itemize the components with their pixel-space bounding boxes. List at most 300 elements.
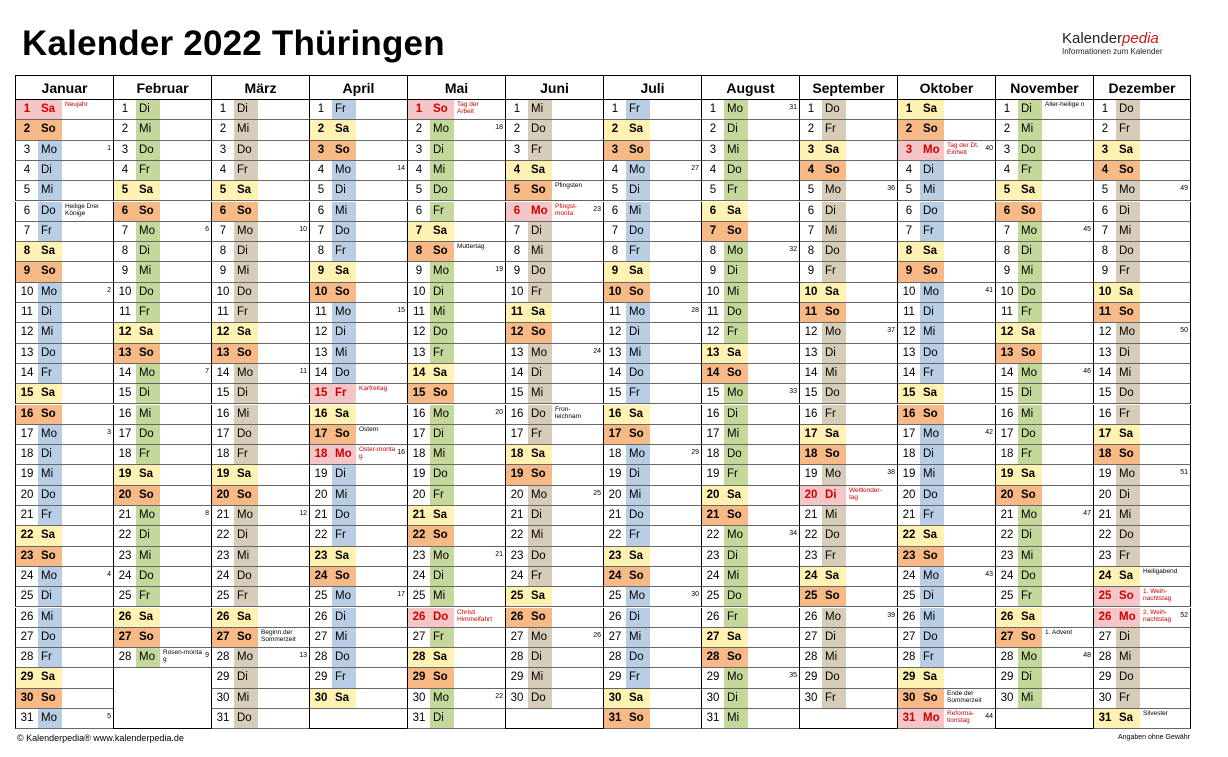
day-number: 21	[510, 509, 524, 521]
day-row	[113, 262, 211, 282]
day-row	[505, 283, 603, 303]
day-number: 19	[902, 468, 916, 481]
weekday-label: Do	[626, 222, 650, 241]
day-number: 6	[611, 204, 619, 217]
weekday-label: Mo	[430, 689, 454, 708]
day-row	[407, 344, 505, 364]
day-row	[1093, 141, 1191, 161]
weekday-label: Mi	[528, 100, 552, 119]
weekday-label: Mi	[332, 202, 356, 221]
weekday-label: Mo	[1116, 181, 1140, 200]
day-number: 23	[804, 549, 818, 562]
day-row	[799, 425, 897, 445]
day-number: 10	[412, 285, 426, 298]
weekday-label: So	[1018, 486, 1042, 505]
weekday-label: Do	[822, 668, 846, 687]
weekday-label: So	[1018, 628, 1042, 647]
weekday-label: Fr	[626, 100, 650, 119]
weekday-label: So	[430, 384, 454, 403]
day-number: 22	[804, 529, 818, 542]
day-number: 8	[709, 245, 717, 258]
day-number: 14	[408, 364, 430, 383]
weekday-label: Fr	[920, 506, 944, 525]
day-row	[701, 120, 799, 140]
weekday-label: Sa	[822, 425, 846, 444]
week-number: 37	[887, 327, 895, 335]
day-number: 18	[1000, 448, 1014, 461]
day-row	[505, 587, 603, 607]
day-number: 9	[709, 265, 717, 278]
weekday-label: Mo	[332, 445, 356, 464]
day-row	[15, 709, 113, 729]
weekday-label: Fr	[136, 161, 160, 180]
weekday-label: Sa	[234, 465, 258, 484]
day-number: 12	[996, 323, 1018, 342]
month-column	[15, 75, 113, 730]
weekday-label: Sa	[528, 587, 552, 606]
weekday-label: Do	[528, 262, 552, 281]
day-row	[15, 486, 113, 506]
weekday-label: Mo	[38, 425, 62, 444]
day-row	[113, 303, 211, 323]
day-number: 14	[20, 366, 34, 379]
weekday-label: Di	[920, 587, 944, 606]
day-number: 15	[510, 387, 524, 400]
day-number: 16	[412, 407, 426, 420]
weekday-label: Mo	[822, 465, 846, 484]
weekday-label: Fr	[626, 668, 650, 687]
weekday-label: Sa	[920, 100, 944, 119]
day-number: 26	[314, 610, 328, 623]
day-number: 24	[902, 569, 916, 582]
day-row	[113, 181, 211, 201]
day-number: 27	[412, 630, 426, 643]
month-header: Mai	[407, 75, 505, 100]
day-number: 19	[1098, 468, 1112, 481]
weekday-label: Fr	[430, 202, 454, 221]
day-row	[113, 100, 211, 120]
month-column	[701, 75, 799, 730]
day-number: 18	[20, 448, 34, 461]
day-number: 24	[510, 569, 524, 582]
weekday-label: Mi	[136, 262, 160, 281]
week-number: 2	[107, 286, 111, 294]
day-row	[897, 181, 995, 201]
weekday-label: Do	[1018, 141, 1042, 160]
day-row	[211, 405, 309, 425]
day-row	[505, 547, 603, 567]
day-number: 16	[1000, 407, 1014, 420]
weekday-label: Sa	[822, 141, 846, 160]
day-row	[211, 141, 309, 161]
day-number: 16	[310, 405, 332, 424]
month-column	[211, 75, 309, 730]
weekday-label: Sa	[528, 161, 552, 180]
day-number: 12	[608, 326, 622, 339]
day-number: 18	[706, 448, 720, 461]
day-row	[407, 547, 505, 567]
day-number: 22	[510, 529, 524, 542]
day-number: 11	[413, 306, 425, 318]
day-number: 30	[706, 691, 720, 704]
day-number: 27	[996, 628, 1018, 647]
day-row	[799, 506, 897, 526]
weekday-label: So	[234, 202, 258, 221]
day-number: 21	[118, 509, 132, 521]
day-row	[897, 628, 995, 648]
day-number: 1	[317, 103, 325, 115]
day-number: 11	[315, 306, 327, 318]
day-row	[603, 506, 701, 526]
day-number: 16	[16, 405, 38, 424]
day-row	[407, 202, 505, 222]
day-row	[407, 384, 505, 404]
day-row	[897, 303, 995, 323]
day-row	[603, 608, 701, 628]
day-row	[897, 100, 995, 120]
logo-brand-part1: Kalender	[1062, 30, 1123, 47]
weekday-label: Do	[332, 222, 356, 241]
day-row	[407, 120, 505, 140]
weekday-label: So	[38, 405, 62, 424]
day-number: 27	[20, 630, 34, 643]
weekday-label: Mo	[136, 364, 160, 383]
day-row	[799, 202, 897, 222]
weekday-label: Fr	[1116, 262, 1140, 281]
day-number: 3	[513, 143, 521, 156]
weekday-label: So	[920, 689, 944, 708]
weekday-label: Sa	[332, 689, 356, 708]
day-number: 26	[212, 608, 234, 627]
day-row	[995, 161, 1093, 181]
weekday-label: Mi	[234, 405, 258, 424]
day-number: 30	[804, 691, 818, 704]
weekday-label: So	[136, 628, 160, 647]
day-row	[603, 567, 701, 587]
holiday-label: Rosen-monta g	[163, 649, 203, 664]
day-number: 12	[804, 326, 818, 339]
day-number: 1	[1101, 103, 1109, 115]
day-number: 24	[1000, 569, 1014, 582]
day-number: 30	[604, 689, 626, 708]
day-row	[113, 141, 211, 161]
weekday-label: Mo	[822, 181, 846, 200]
weekday-label: Sa	[920, 242, 944, 261]
day-row	[15, 323, 113, 343]
day-number: 1	[807, 103, 815, 115]
day-number: 12	[902, 326, 916, 339]
weekday-label: Sa	[430, 222, 454, 241]
day-row	[211, 628, 309, 648]
day-row	[505, 120, 603, 140]
weekday-label: Mi	[332, 344, 356, 363]
day-number: 11	[800, 303, 822, 322]
weekday-label: Do	[528, 689, 552, 708]
day-row	[897, 425, 995, 445]
day-number: 31	[706, 712, 720, 724]
weekday-label: Do	[528, 547, 552, 566]
weekday-label: So	[38, 689, 62, 708]
day-number: 5	[905, 184, 913, 197]
month-header: Januar	[15, 75, 113, 100]
weekday-label: Mi	[1116, 222, 1140, 241]
day-row	[603, 364, 701, 384]
weekday-label: Di	[430, 709, 454, 728]
weekday-label: Do	[1116, 242, 1140, 261]
weekday-label: Sa	[38, 100, 62, 119]
holiday-label: Karfreitag	[359, 385, 388, 393]
day-row	[603, 689, 701, 709]
day-row	[505, 222, 603, 242]
weekday-label: Di	[920, 445, 944, 464]
holiday-label: Neujahr	[65, 101, 88, 108]
day-row	[211, 425, 309, 445]
weekday-label: Sa	[1018, 608, 1042, 627]
day-number: 31	[216, 712, 230, 724]
day-row	[309, 202, 407, 222]
day-row	[995, 486, 1093, 506]
weekday-label: Do	[822, 526, 846, 545]
weekday-label: Mi	[1116, 506, 1140, 525]
day-row	[15, 262, 113, 282]
day-number: 12	[114, 323, 136, 342]
weekday-label: Mo	[136, 506, 160, 525]
day-row	[995, 547, 1093, 567]
weekday-label: Mo	[920, 709, 944, 728]
day-number: 14	[216, 366, 230, 379]
week-number: 33	[789, 388, 797, 396]
week-number: 29	[691, 449, 699, 457]
week-number: 13	[299, 652, 307, 660]
holiday-label: Silvester	[1143, 710, 1168, 717]
day-row	[211, 222, 309, 242]
day-number: 7	[317, 224, 325, 237]
day-number: 28	[118, 651, 132, 664]
weekday-label: Fr	[724, 323, 748, 342]
day-number: 11	[21, 306, 33, 318]
day-row	[603, 547, 701, 567]
day-number: 17	[20, 427, 34, 440]
day-row	[897, 161, 995, 181]
month-header: Dezember	[1093, 75, 1191, 100]
day-row	[407, 608, 505, 628]
day-row	[113, 587, 211, 607]
day-number: 20	[702, 486, 724, 505]
day-row	[211, 364, 309, 384]
day-number: 20	[412, 488, 426, 501]
day-row	[15, 303, 113, 323]
day-number: 19	[114, 465, 136, 484]
day-row	[309, 486, 407, 506]
weekday-label: Mi	[234, 262, 258, 281]
day-row	[113, 648, 211, 668]
day-row	[1093, 323, 1191, 343]
month-header: Oktober	[897, 75, 995, 100]
day-row	[309, 587, 407, 607]
day-row	[995, 628, 1093, 648]
weekday-label: Do	[724, 445, 748, 464]
weekday-label: Fr	[332, 526, 356, 545]
day-number: 11	[217, 306, 229, 318]
day-row	[309, 222, 407, 242]
day-row	[211, 323, 309, 343]
day-row	[505, 486, 603, 506]
day-row	[603, 486, 701, 506]
weekday-label: So	[234, 628, 258, 647]
weekday-label: Sa	[1018, 323, 1042, 342]
week-number: 11	[299, 367, 307, 375]
day-number: 12	[212, 323, 234, 342]
day-number: 7	[408, 222, 430, 241]
weekday-label: Di	[38, 445, 62, 464]
holiday-label: Reforma-tionstag	[947, 710, 975, 724]
day-row	[995, 364, 1093, 384]
holiday-label: Heilige Drei Könige	[65, 202, 99, 217]
day-row	[995, 445, 1093, 465]
day-row	[897, 344, 995, 364]
day-number: 17	[1094, 425, 1116, 444]
day-row	[113, 242, 211, 262]
weekday-label: Mi	[920, 608, 944, 627]
weekday-label: Mo	[724, 100, 748, 119]
weekday-label: Di	[724, 262, 748, 281]
weekday-label: Fr	[332, 242, 356, 261]
day-row	[1093, 628, 1191, 648]
day-row	[309, 628, 407, 648]
day-number: 29	[1000, 671, 1014, 684]
weekday-label: So	[430, 242, 454, 261]
weekday-label: Sa	[136, 465, 160, 484]
day-row	[309, 303, 407, 323]
weekday-label: Mi	[38, 608, 62, 627]
weekday-label: Mo	[724, 668, 748, 687]
day-number: 6	[702, 202, 724, 221]
day-number: 15	[118, 387, 132, 400]
day-row	[113, 608, 211, 628]
day-row	[799, 181, 897, 201]
day-number: 27	[314, 630, 328, 643]
weekday-label: Mo	[920, 283, 944, 302]
holiday-label: Weltkinder-tag	[849, 486, 882, 501]
weekday-label: Do	[822, 242, 846, 261]
day-number: 29	[510, 671, 524, 684]
day-number: 27	[804, 630, 818, 643]
week-number: 16	[397, 449, 405, 457]
day-row	[799, 465, 897, 485]
weekday-label: Sa	[1116, 283, 1140, 302]
day-number: 1	[513, 103, 521, 115]
day-number: 6	[317, 204, 325, 217]
day-row	[701, 303, 799, 323]
weekday-label: Mi	[234, 689, 258, 708]
day-row	[701, 141, 799, 161]
day-number: 6	[905, 204, 913, 217]
holiday-label: Pfingst-monta	[555, 202, 578, 217]
weekday-label: Do	[38, 202, 62, 221]
weekday-label: Mo	[528, 202, 552, 221]
day-row	[309, 100, 407, 120]
day-row	[701, 526, 799, 546]
weekday-label: Do	[626, 648, 650, 667]
day-number: 24	[800, 567, 822, 586]
weekday-label: Sa	[430, 506, 454, 525]
weekday-label: Fr	[528, 141, 552, 160]
month-header: November	[995, 75, 1093, 100]
day-row	[995, 181, 1093, 201]
day-row	[15, 689, 113, 709]
day-number: 9	[415, 265, 423, 278]
day-number: 17	[604, 425, 626, 444]
day-row	[799, 668, 897, 688]
weekday-label: Mo	[332, 303, 356, 322]
weekday-label: Mo	[38, 567, 62, 586]
day-row	[407, 709, 505, 729]
kalenderpedia-logo[interactable]	[1062, 31, 1187, 56]
day-number: 16	[118, 407, 132, 420]
day-number: 30	[310, 689, 332, 708]
weekday-label: Di	[136, 526, 160, 545]
day-row	[15, 344, 113, 364]
day-number: 17	[902, 427, 916, 440]
day-row	[995, 587, 1093, 607]
day-row	[211, 668, 309, 688]
day-number: 8	[898, 242, 920, 261]
day-row	[15, 141, 113, 161]
day-row	[995, 303, 1093, 323]
weekday-label: So	[38, 120, 62, 139]
day-row	[995, 141, 1093, 161]
day-row	[995, 526, 1093, 546]
weekday-label: Fr	[332, 100, 356, 119]
day-number: 12	[20, 326, 34, 339]
weekday-label: Sa	[724, 202, 748, 221]
day-number: 12	[506, 323, 528, 342]
weekday-label: Di	[430, 141, 454, 160]
day-row	[897, 323, 995, 343]
day-row	[1093, 648, 1191, 668]
day-number: 25	[118, 590, 132, 603]
weekday-label: Fr	[136, 303, 160, 322]
day-number: 10	[1094, 283, 1116, 302]
holiday-label: Tag der Dt. Einheit	[947, 141, 979, 156]
day-row	[407, 506, 505, 526]
day-row	[505, 628, 603, 648]
weekday-label: Fr	[920, 364, 944, 383]
weekday-label: Sa	[822, 283, 846, 302]
day-row	[603, 222, 701, 242]
week-number: 25	[593, 489, 601, 497]
day-number: 6	[506, 202, 528, 221]
day-row	[799, 526, 897, 546]
day-number: 1	[121, 103, 129, 115]
weekday-label: Mi	[822, 506, 846, 525]
weekday-label: Do	[626, 506, 650, 525]
day-row	[211, 465, 309, 485]
day-number: 22	[706, 529, 720, 542]
day-row	[799, 689, 897, 709]
weekday-label: Mo	[920, 141, 944, 160]
day-row	[603, 120, 701, 140]
day-number: 4	[415, 163, 423, 176]
logo-tagline: Informationen zum Kalender	[1062, 47, 1163, 56]
day-number: 30	[510, 691, 524, 704]
day-row	[505, 242, 603, 262]
day-number: 18	[608, 448, 622, 461]
day-number: 28	[804, 651, 818, 664]
day-row	[897, 648, 995, 668]
day-number: 4	[219, 163, 227, 176]
weekday-label: Sa	[528, 303, 552, 322]
